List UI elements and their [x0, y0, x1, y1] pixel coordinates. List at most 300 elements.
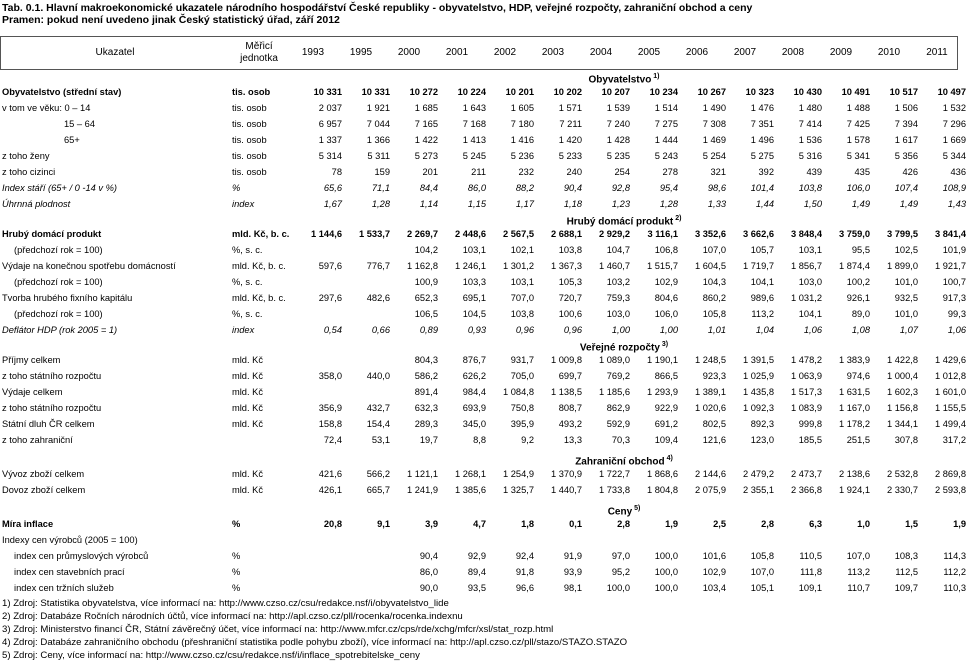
- row-value-2006: 2 075,9: [694, 485, 726, 495]
- row-label: Deflátor HDP (rok 2005 = 1): [2, 325, 118, 335]
- row-label: Vývoz zboží celkem: [2, 469, 85, 479]
- row-value-2011: 1 532: [942, 103, 966, 113]
- row-value-2010: 1 000,4: [886, 371, 918, 381]
- row-value-2001: 103,1: [462, 245, 486, 255]
- row-value-2010: 101,0: [894, 309, 918, 319]
- row-value-2002: 102,1: [510, 245, 534, 255]
- row-value-2006: 860,2: [702, 293, 726, 303]
- row-value-2004: 1,00: [611, 325, 630, 335]
- row-value-2002: 0,96: [515, 325, 534, 335]
- row-value-2000: 1 685: [414, 103, 438, 113]
- row-value-2009: 1 578: [846, 135, 870, 145]
- row-value-2002: 1 605: [510, 103, 534, 113]
- row-value-2005: 3 116,1: [647, 229, 678, 239]
- row-value-2004: 92,8: [611, 183, 630, 193]
- row-label: index cen průmyslových výrobců: [14, 551, 149, 561]
- row-value-2010: 1 899,0: [886, 261, 918, 271]
- row-value-2008: 104,1: [798, 309, 822, 319]
- row-value-2003: 7 211: [559, 119, 582, 129]
- row-value-2004: 95,2: [611, 567, 630, 577]
- row-label: Index stáří (65+ / 0 -14 v %): [2, 183, 117, 193]
- row-value-2005: 10 234: [649, 87, 678, 97]
- row-value-2001: 4,7: [473, 519, 486, 529]
- header-year-2004: 2004: [589, 47, 613, 58]
- row-value-2006: 1 604,5: [694, 261, 726, 271]
- header-year-2001: 2001: [445, 47, 469, 58]
- column-header-band: [0, 36, 958, 70]
- row-value-2004: 70,3: [611, 435, 630, 445]
- footnote: 5) Zdroj: Ceny, více informací na: http://www.czso.cz/csu/redakce.nsf/i/inflace_spotrebitelske_ceny: [2, 650, 420, 661]
- row-value-2003: 91,9: [563, 551, 582, 561]
- row-value-2010: 3 799,5: [886, 229, 918, 239]
- row-value-2011: 101,9: [942, 245, 966, 255]
- row-value-2008: 1 517,3: [790, 387, 822, 397]
- row-value-2007: 107,0: [750, 567, 774, 577]
- row-value-1995: 10 331: [361, 87, 390, 97]
- row-label: Indexy cen výrobců (2005 = 100): [2, 535, 138, 545]
- row-label: z toho státního rozpočtu: [2, 371, 102, 381]
- row-value-2008: 103,8: [798, 183, 822, 193]
- table-row: [0, 384, 966, 400]
- row-value-2005: 1 190,1: [646, 355, 678, 365]
- table-row: [0, 482, 966, 498]
- row-value-2006: 107,0: [702, 245, 726, 255]
- row-value-2011: 1 921,7: [934, 261, 966, 271]
- row-value-2000: 1,14: [419, 199, 438, 209]
- row-unit: tis. osob: [232, 135, 267, 145]
- row-value-2007: 101,4: [750, 183, 774, 193]
- row-value-2005: 100,0: [654, 567, 678, 577]
- table-row: [0, 132, 966, 148]
- row-value-2005: 922,9: [654, 403, 678, 413]
- row-label: Dovoz zboží celkem: [2, 485, 86, 495]
- row-value-2008: 6,3: [809, 519, 822, 529]
- row-value-2008: 3 848,4: [790, 229, 822, 239]
- row-unit: %: [232, 519, 241, 529]
- row-label: (předchozí rok = 100): [14, 309, 103, 319]
- row-value-2011: 100,7: [942, 277, 966, 287]
- row-label: Výdaje celkem: [2, 387, 63, 397]
- row-unit: mld. Kč, b. c.: [232, 229, 290, 239]
- row-value-2003: 100,6: [558, 309, 582, 319]
- row-value-2007: 1 476: [750, 103, 774, 113]
- header-year-2009: 2009: [829, 47, 853, 58]
- row-label: Státní dluh ČR celkem: [2, 419, 95, 429]
- row-value-2010: 2 330,7: [886, 485, 918, 495]
- header-year-2006: 2006: [685, 47, 709, 58]
- row-value-2011: 1 669: [942, 135, 966, 145]
- row-value-2008: 110,5: [799, 551, 822, 561]
- row-value-2004: 254: [614, 167, 630, 177]
- row-value-2007: 104,1: [750, 277, 774, 287]
- row-value-2005: 100,0: [654, 551, 678, 561]
- row-value-2011: 2 593,8: [934, 485, 966, 495]
- row-value-2000: 3,9: [425, 519, 438, 529]
- row-value-2007: 113,2: [751, 309, 774, 319]
- row-value-2004: 862,9: [606, 403, 630, 413]
- row-value-2002: 103,1: [510, 277, 534, 287]
- row-value-2001: 8,8: [473, 435, 486, 445]
- row-value-2006: 1 469: [702, 135, 726, 145]
- row-value-1993: 6 957: [318, 119, 342, 129]
- row-value-2011: 99,3: [947, 309, 966, 319]
- row-value-2011: 317,2: [942, 435, 966, 445]
- row-value-2005: 1 444: [654, 135, 678, 145]
- row-value-2009: 1 874,4: [838, 261, 870, 271]
- row-value-2001: 1 268,1: [454, 469, 486, 479]
- row-value-2000: 2 269,7: [406, 229, 438, 239]
- row-label: Tvorba hrubého fixního kapitálu: [2, 293, 133, 303]
- row-value-2008: 1 478,2: [790, 355, 822, 365]
- row-value-2001: 103,3: [462, 277, 486, 287]
- row-value-2002: 92,4: [515, 551, 534, 561]
- row-value-1995: 154,4: [366, 419, 390, 429]
- row-value-2005: 1 293,9: [646, 387, 678, 397]
- row-value-2006: 802,5: [702, 419, 726, 429]
- row-value-2000: 586,2: [414, 371, 438, 381]
- row-value-2006: 1 020,6: [694, 403, 726, 413]
- header-unit: Měřicí jednotka: [240, 41, 278, 64]
- row-value-2005: 95,4: [659, 183, 678, 193]
- row-label: v tom ve věku: 0 – 14: [2, 103, 91, 113]
- row-value-2000: 1 121,1: [406, 469, 438, 479]
- row-value-2000: 891,4: [414, 387, 438, 397]
- row-value-1993: 0,54: [323, 325, 342, 335]
- row-value-2002: 5 236: [510, 151, 534, 161]
- row-value-1995: 665,7: [366, 485, 390, 495]
- row-value-2010: 107,4: [894, 183, 918, 193]
- row-value-2010: 112,5: [895, 567, 918, 577]
- row-value-1993: 597,6: [318, 261, 342, 271]
- row-value-2007: 1 391,5: [742, 355, 774, 365]
- row-value-2006: 102,9: [702, 567, 726, 577]
- row-value-2007: 989,6: [750, 293, 774, 303]
- row-value-1993: 426,1: [318, 485, 342, 495]
- row-value-2008: 999,8: [798, 419, 822, 429]
- row-value-2009: 1 631,5: [838, 387, 870, 397]
- row-value-2010: 5 356: [894, 151, 918, 161]
- row-value-2002: 91,8: [515, 567, 534, 577]
- row-value-1993: 158,8: [318, 419, 342, 429]
- table-row: [0, 416, 966, 432]
- row-value-2011: 1,43: [947, 199, 966, 209]
- row-value-2003: 1 440,7: [550, 485, 582, 495]
- row-value-2002: 707,0: [510, 293, 534, 303]
- row-value-2000: 289,3: [414, 419, 438, 429]
- row-value-2003: 240: [566, 167, 582, 177]
- row-value-2000: 10 272: [409, 87, 438, 97]
- row-value-2011: 917,3: [942, 293, 966, 303]
- row-value-2009: 7 425: [846, 119, 870, 129]
- row-value-2003: 0,1: [569, 519, 582, 529]
- section-population-title: Obyvatelstvo: [588, 74, 652, 86]
- row-value-2001: 1 413: [462, 135, 486, 145]
- row-value-2008: 5 316: [798, 151, 822, 161]
- row-value-2006: 1,01: [707, 325, 726, 335]
- row-value-2006: 2,5: [713, 519, 726, 529]
- row-value-1993: 356,9: [318, 403, 342, 413]
- row-value-2006: 321: [710, 167, 726, 177]
- row-value-2009: 3 759,0: [838, 229, 870, 239]
- row-value-1993: 297,6: [318, 293, 342, 303]
- row-value-2011: 1 429,6: [934, 355, 966, 365]
- row-value-2004: 97,0: [611, 551, 630, 561]
- header-indicator: Ukazatel: [95, 47, 135, 58]
- table-row: [0, 84, 966, 100]
- section-prices-note: 5): [632, 505, 641, 512]
- row-value-2002: 395,9: [510, 419, 534, 429]
- table-row: [0, 290, 966, 306]
- row-unit: tis. osob: [232, 167, 267, 177]
- row-value-2002: 232: [518, 167, 534, 177]
- row-value-2003: 105,3: [558, 277, 582, 287]
- row-value-1995: 566,2: [366, 469, 390, 479]
- row-value-2008: 7 414: [798, 119, 822, 129]
- row-value-2004: 592,9: [606, 419, 630, 429]
- row-value-2011: 2 869,8: [934, 469, 966, 479]
- row-value-2005: 691,2: [654, 419, 678, 429]
- row-value-2009: 251,5: [846, 435, 870, 445]
- table-row: [0, 116, 966, 132]
- row-unit: tis. osob: [232, 151, 267, 161]
- row-value-2001: 93,5: [467, 583, 486, 593]
- row-value-1995: 776,7: [366, 261, 390, 271]
- row-value-2005: 278: [662, 167, 678, 177]
- row-value-1993: 1,67: [323, 199, 342, 209]
- section-population-note: 1): [651, 73, 660, 80]
- row-value-2008: 185,5: [798, 435, 822, 445]
- row-value-2002: 1 325,7: [502, 485, 534, 495]
- footnote: 2) Zdroj: Databáze Ročních národních účtů, více informací na: http://apl.czso.cz/pll/rocenka/rocenka.indexnu: [2, 611, 463, 622]
- row-value-2006: 7 308: [702, 119, 726, 129]
- row-value-2005: 102,9: [654, 277, 678, 287]
- row-value-2004: 10 207: [601, 87, 630, 97]
- row-value-1995: 1 366: [366, 135, 390, 145]
- row-value-1995: 1 533,7: [358, 229, 390, 239]
- row-value-2008: 1 480: [798, 103, 822, 113]
- row-unit: mld. Kč: [232, 419, 263, 429]
- row-value-2008: 1 536: [798, 135, 822, 145]
- row-value-2001: 7 168: [462, 119, 486, 129]
- row-value-2005: 1,00: [659, 325, 678, 335]
- row-value-2009: 100,2: [846, 277, 870, 287]
- row-value-2004: 1 089,0: [598, 355, 630, 365]
- row-value-2003: 808,7: [558, 403, 582, 413]
- row-value-2000: 84,4: [419, 183, 438, 193]
- row-value-2005: 5 243: [654, 151, 678, 161]
- row-value-2001: 695,1: [462, 293, 486, 303]
- row-value-2002: 7 180: [510, 119, 534, 129]
- row-value-1993: 10 331: [313, 87, 342, 97]
- row-value-2004: 103,0: [606, 309, 630, 319]
- table-row: [0, 432, 966, 448]
- row-value-2003: 1 009,8: [550, 355, 582, 365]
- row-value-2010: 1 156,8: [886, 403, 918, 413]
- row-value-2007: 10 323: [745, 87, 774, 97]
- row-value-2001: 104,5: [462, 309, 486, 319]
- table-row: [0, 226, 966, 242]
- row-value-2007: 1,44: [755, 199, 774, 209]
- row-value-2004: 100,0: [606, 583, 630, 593]
- row-value-2011: 114,3: [943, 551, 966, 561]
- row-value-2003: 93,9: [563, 567, 582, 577]
- row-value-2008: 439: [806, 167, 822, 177]
- row-value-2000: 1 162,8: [406, 261, 438, 271]
- row-unit: mld. Kč, b. c.: [232, 261, 286, 271]
- row-value-2009: 1 924,1: [838, 485, 870, 495]
- table-row: [0, 532, 958, 548]
- header-year-2010: 2010: [877, 47, 901, 58]
- row-value-1993: 78: [331, 167, 342, 177]
- row-value-2006: 10 267: [697, 87, 726, 97]
- table-row: [0, 274, 966, 290]
- row-value-2008: 103,0: [798, 277, 822, 287]
- row-value-1995: 7 044: [366, 119, 390, 129]
- row-value-2000: 0,89: [419, 325, 438, 335]
- row-value-2011: 1 155,5: [934, 403, 966, 413]
- row-value-2007: 7 351: [750, 119, 774, 129]
- row-label: z toho ženy: [2, 151, 50, 161]
- row-value-2011: 112,2: [943, 567, 966, 577]
- table-row: [0, 564, 966, 580]
- row-value-2004: 2,8: [617, 519, 630, 529]
- row-value-2008: 2 473,7: [790, 469, 822, 479]
- row-value-2011: 3 841,4: [934, 229, 966, 239]
- row-value-2009: 435: [854, 167, 870, 177]
- row-value-2009: 10 491: [841, 87, 870, 97]
- header-year-2003: 2003: [541, 47, 565, 58]
- row-value-2007: 1,04: [755, 325, 774, 335]
- row-value-2002: 1,17: [515, 199, 534, 209]
- row-label: index cen stavebních prací: [14, 567, 125, 577]
- row-value-2010: 7 394: [894, 119, 918, 129]
- row-unit: %: [232, 567, 241, 577]
- row-value-2005: 1 868,6: [646, 469, 678, 479]
- row-value-2011: 1 012,8: [934, 371, 966, 381]
- row-value-2000: 19,7: [419, 435, 438, 445]
- row-value-2005: 1 804,8: [646, 485, 678, 495]
- row-value-1995: 159: [374, 167, 390, 177]
- row-value-2000: 652,3: [414, 293, 438, 303]
- row-unit: mld. Kč: [232, 403, 263, 413]
- row-value-2002: 10 201: [505, 87, 534, 97]
- row-unit: mld. Kč: [232, 485, 263, 495]
- table-row: [0, 368, 966, 384]
- header-year-2002: 2002: [493, 47, 517, 58]
- row-value-2006: 121,6: [702, 435, 726, 445]
- row-value-2008: 1,50: [803, 199, 822, 209]
- row-value-2002: 1 084,8: [502, 387, 534, 397]
- row-label: 65+: [64, 135, 80, 145]
- row-label: Obyvatelstvo (střední stav): [2, 87, 122, 97]
- row-value-2001: 92,9: [467, 551, 486, 561]
- row-label: (předchozí rok = 100): [14, 277, 103, 287]
- row-value-2004: 1 185,6: [598, 387, 630, 397]
- row-value-2009: 926,1: [846, 293, 870, 303]
- row-value-2007: 2 479,2: [742, 469, 774, 479]
- row-label: index cen tržních služeb: [14, 583, 114, 593]
- row-value-2001: 345,0: [462, 419, 486, 429]
- row-value-2003: 1 138,5: [550, 387, 582, 397]
- row-value-1995: 5 311: [367, 151, 390, 161]
- footnote: 4) Zdroj: Databáze zahraničního obchodu (přeshraniční statistika podle pohybu zboží), více informací na: http://apl.czso.cz/pll/stazo/STAZO.STAZO: [2, 637, 628, 648]
- row-value-2000: 804,3: [414, 355, 438, 365]
- table-row: [0, 258, 966, 274]
- row-value-2000: 5 273: [414, 151, 438, 161]
- row-value-2006: 3 352,6: [694, 229, 726, 239]
- row-value-2004: 1 539: [606, 103, 630, 113]
- row-unit: index: [232, 199, 255, 209]
- row-value-2010: 109,7: [894, 583, 918, 593]
- row-value-2005: 109,4: [654, 435, 678, 445]
- row-value-2007: 105,1: [750, 583, 774, 593]
- row-value-2001: 1 643: [462, 103, 486, 113]
- row-value-2009: 1,49: [851, 199, 870, 209]
- row-value-2007: 1 025,9: [742, 371, 774, 381]
- row-value-2010: 1 344,1: [886, 419, 918, 429]
- row-value-2002: 931,7: [510, 355, 534, 365]
- row-value-2001: 1 246,1: [454, 261, 486, 271]
- row-value-1993: 421,6: [318, 469, 342, 479]
- row-value-2002: 103,8: [510, 309, 534, 319]
- row-value-1995: 432,7: [366, 403, 390, 413]
- row-unit: %, s. c.: [232, 309, 263, 319]
- row-value-2003: 2 688,1: [550, 229, 582, 239]
- row-value-2007: 5 275: [750, 151, 774, 161]
- table-row: [0, 148, 966, 164]
- row-value-2003: 1,18: [563, 199, 582, 209]
- row-value-2009: 1 167,0: [838, 403, 870, 413]
- row-value-2011: 5 344: [942, 151, 966, 161]
- row-label: z toho zahraniční: [2, 435, 73, 445]
- row-value-2010: 1 422,8: [886, 355, 918, 365]
- row-value-2009: 974,6: [846, 371, 870, 381]
- section-budgets-title: Veřejné rozpočty: [579, 342, 660, 354]
- table-row: [0, 196, 966, 212]
- row-value-2005: 106,0: [654, 309, 678, 319]
- row-value-2003: 5 233: [558, 151, 582, 161]
- table-source: Pramen: pokud není uvedeno jinak Český statistický úřad, září 2012: [2, 14, 340, 26]
- row-value-2003: 103,8: [558, 245, 582, 255]
- section-trade-note: 4): [664, 455, 673, 462]
- row-value-2011: 1 499,4: [934, 419, 966, 429]
- table-row: [0, 516, 966, 532]
- table-row: [0, 400, 966, 416]
- table-row: [0, 466, 966, 482]
- row-value-2002: 705,0: [510, 371, 534, 381]
- table-row: [0, 580, 966, 596]
- table-row: [0, 352, 966, 368]
- row-value-2001: 1,15: [467, 199, 486, 209]
- row-value-2000: 104,2: [414, 245, 438, 255]
- row-value-2011: 1,9: [953, 519, 966, 529]
- row-value-2007: 2,8: [761, 519, 774, 529]
- row-value-2007: 892,3: [750, 419, 774, 429]
- row-value-2002: 1 301,2: [502, 261, 534, 271]
- section-trade-title: Zahraniční obchod: [575, 456, 665, 468]
- row-value-2006: 1 248,5: [694, 355, 726, 365]
- row-value-2004: 1 733,8: [598, 485, 630, 495]
- row-value-2009: 95,5: [851, 245, 870, 255]
- row-value-2007: 2 355,1: [742, 485, 774, 495]
- row-value-1993: 2 037: [318, 103, 342, 113]
- row-value-2007: 3 662,6: [742, 229, 774, 239]
- row-value-2009: 1,08: [851, 325, 870, 335]
- row-label: z toho cizinci: [2, 167, 56, 177]
- row-value-2010: 1,49: [899, 199, 918, 209]
- row-value-2009: 113,2: [847, 567, 870, 577]
- row-value-2004: 1 428: [606, 135, 630, 145]
